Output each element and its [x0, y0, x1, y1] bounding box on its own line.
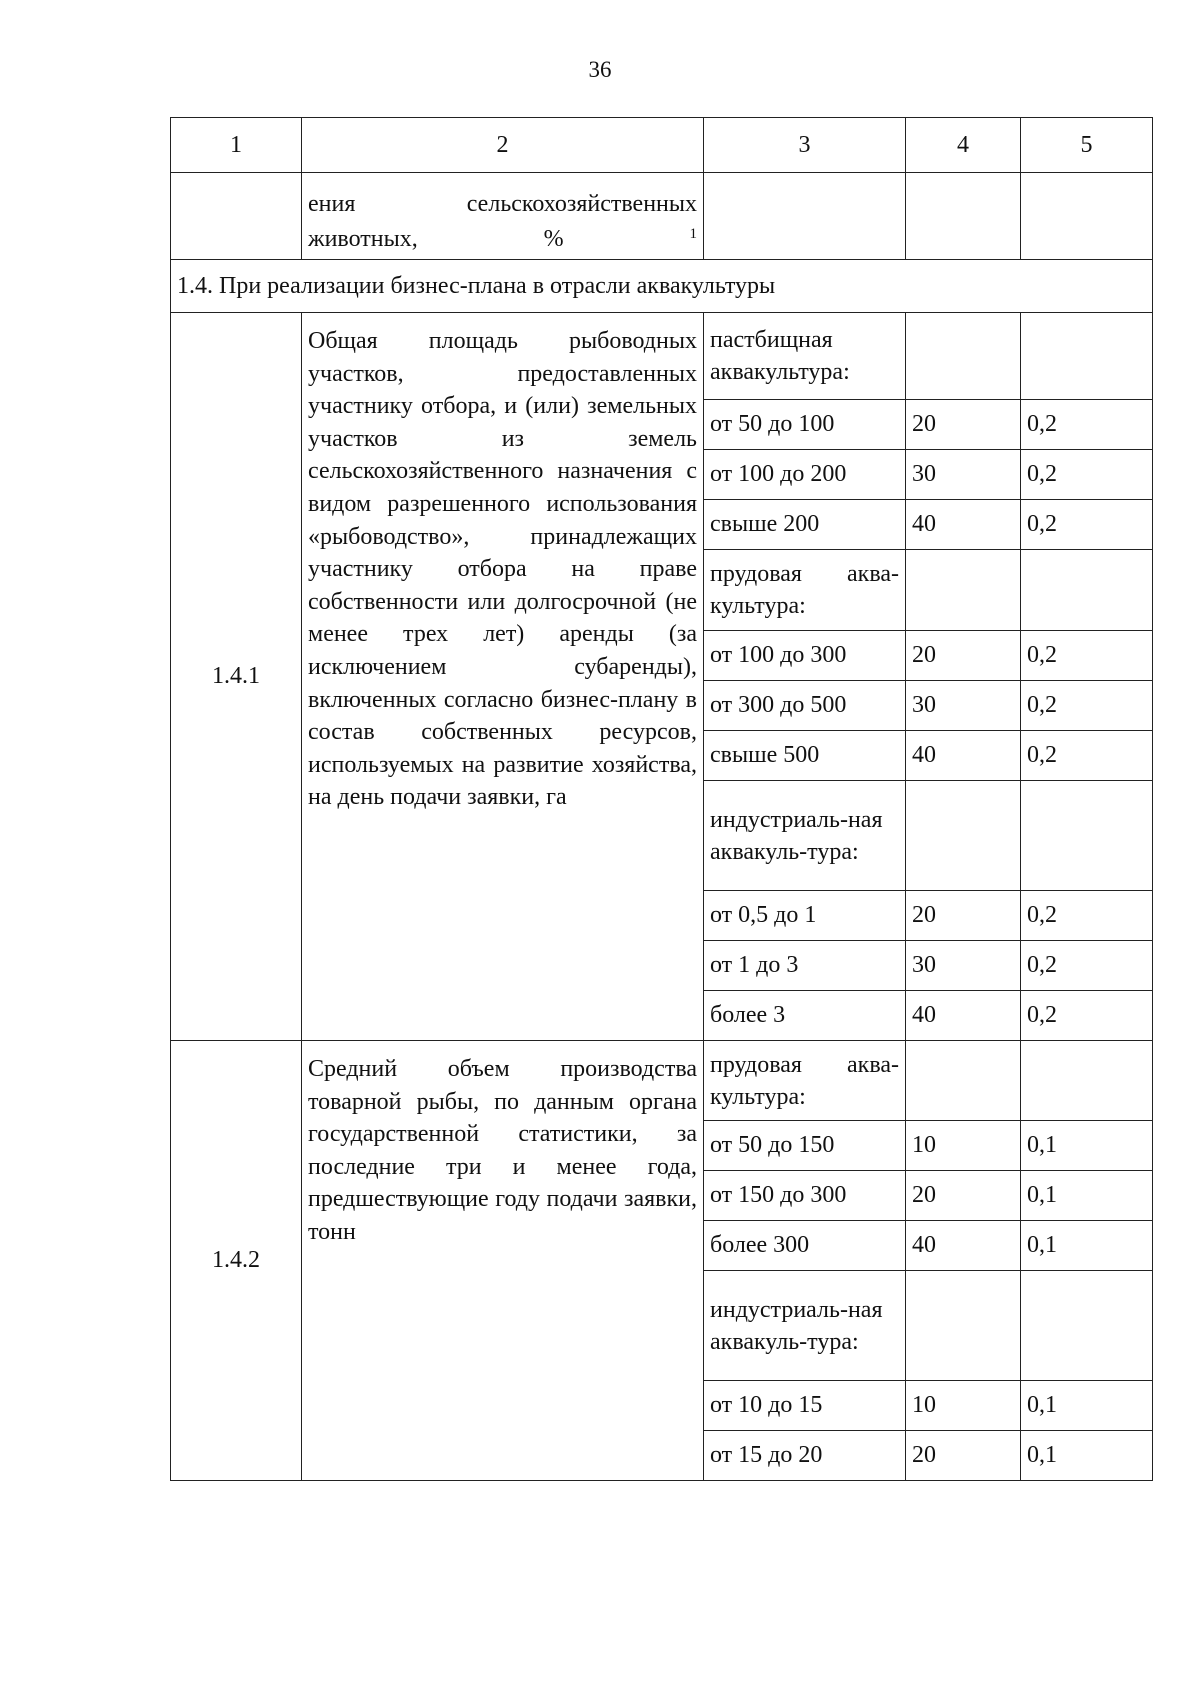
- footnote-mark: 1: [689, 225, 697, 242]
- section-title: 1.4. При реализации бизнес-плана в отрасли аквакультуры: [171, 260, 1153, 313]
- score-cell: 30: [906, 450, 1021, 500]
- range-cell: от 1 до 3: [704, 941, 906, 991]
- range-cell: более 3: [704, 991, 906, 1041]
- range-cell: от 100 до 300: [704, 631, 906, 681]
- weight-cell: 0,1: [1021, 1171, 1153, 1221]
- weight-cell: 0,1: [1021, 1381, 1153, 1431]
- score-cell: 20: [906, 891, 1021, 941]
- weight-cell: 0,2: [1021, 941, 1153, 991]
- criterion-number: 1.4.2: [171, 1041, 302, 1481]
- weight-cell: 0,2: [1021, 400, 1153, 450]
- range-cell: от 300 до 500: [704, 681, 906, 731]
- range-cell: свыше 500: [704, 731, 906, 781]
- continuation-row: [171, 173, 1153, 260]
- weight-cell: 0,2: [1021, 681, 1153, 731]
- rows-body: [171, 313, 1153, 1481]
- weight-cell: 0,1: [1021, 1431, 1153, 1481]
- column-header-5: 5: [1021, 118, 1153, 173]
- weight-cell: [1021, 781, 1153, 891]
- score-cell: 20: [906, 400, 1021, 450]
- table-row: [171, 313, 1153, 400]
- weight-cell: 0,2: [1021, 991, 1153, 1041]
- score-cell: [906, 1041, 1021, 1121]
- category-label: индустриаль-ная аквакуль-тура:: [704, 1271, 906, 1381]
- column-header-1: 1: [171, 118, 302, 173]
- category-label: индустриаль-ная аквакуль-тура:: [704, 781, 906, 891]
- weight-cell: 0,2: [1021, 500, 1153, 550]
- range-cell: свыше 200: [704, 500, 906, 550]
- category-label: прудовая аква-культура:: [704, 1041, 906, 1121]
- range-cell: от 50 до 100: [704, 400, 906, 450]
- continuation-c5: [1021, 173, 1153, 260]
- continuation-num-cell: [171, 173, 302, 260]
- continuation-desc-cell: [302, 173, 704, 260]
- score-cell: 20: [906, 631, 1021, 681]
- score-cell: [906, 781, 1021, 891]
- score-cell: 30: [906, 941, 1021, 991]
- score-cell: 40: [906, 500, 1021, 550]
- score-cell: 10: [906, 1121, 1021, 1171]
- score-cell: 40: [906, 991, 1021, 1041]
- range-cell: от 100 до 200: [704, 450, 906, 500]
- weight-cell: [1021, 1271, 1153, 1381]
- range-cell: от 0,5 до 1: [704, 891, 906, 941]
- score-cell: 40: [906, 731, 1021, 781]
- score-cell: 20: [906, 1171, 1021, 1221]
- criterion-number: 1.4.1: [171, 313, 302, 1041]
- score-cell: [906, 1271, 1021, 1381]
- category-label: пастбищная аквакультура:: [704, 313, 906, 400]
- range-cell: от 150 до 300: [704, 1171, 906, 1221]
- table-row: [171, 1041, 1153, 1121]
- column-header-4: 4: [906, 118, 1021, 173]
- range-cell: от 15 до 20: [704, 1431, 906, 1481]
- criterion-description: Общая площадь рыбоводных участков, предоставленных участнику отбора, и (или) земельных участков из земель сельскохозяйственного назначения с видом разрешенного использования «рыбоводство», принадлежащих участнику отбора на праве собственности или долгосрочной (не менее трех лет) аренды (за исключением субаренды), включенных согласно бизнес-плану в состав собственных ресурсов, используемых на развитие хозяйства, на день подачи заявки, га: [302, 313, 704, 1041]
- score-cell: 20: [906, 1431, 1021, 1481]
- criterion-description: Средний объем производства товарной рыбы, по данным органа государственной статистики, за последние три и менее года, предшествующие году подачи заявки, тонн: [302, 1041, 704, 1481]
- table-header-row: [171, 118, 1153, 173]
- weight-cell: 0,1: [1021, 1221, 1153, 1271]
- column-header-2: 2: [302, 118, 704, 173]
- continuation-c4: [906, 173, 1021, 260]
- score-cell: [906, 550, 1021, 631]
- weight-cell: [1021, 550, 1153, 631]
- score-cell: 40: [906, 1221, 1021, 1271]
- weight-cell: 0,2: [1021, 731, 1153, 781]
- range-cell: от 50 до 150: [704, 1121, 906, 1171]
- weight-cell: 0,2: [1021, 450, 1153, 500]
- score-cell: 30: [906, 681, 1021, 731]
- range-cell: более 300: [704, 1221, 906, 1271]
- weight-cell: 0,2: [1021, 631, 1153, 681]
- criteria-table: [170, 117, 1153, 1481]
- weight-cell: [1021, 1041, 1153, 1121]
- column-header-3: 3: [704, 118, 906, 173]
- continuation-c3: [704, 173, 906, 260]
- weight-cell: 0,2: [1021, 891, 1153, 941]
- range-cell: от 10 до 15: [704, 1381, 906, 1431]
- score-cell: 10: [906, 1381, 1021, 1431]
- category-label: прудовая аква-культура:: [704, 550, 906, 631]
- page-number: 36: [588, 57, 612, 82]
- score-cell: [906, 313, 1021, 400]
- weight-cell: [1021, 313, 1153, 400]
- section-row: [171, 260, 1153, 313]
- continuation-desc: ения сельскохозяйственных животных, %: [308, 190, 697, 252]
- weight-cell: 0,1: [1021, 1121, 1153, 1171]
